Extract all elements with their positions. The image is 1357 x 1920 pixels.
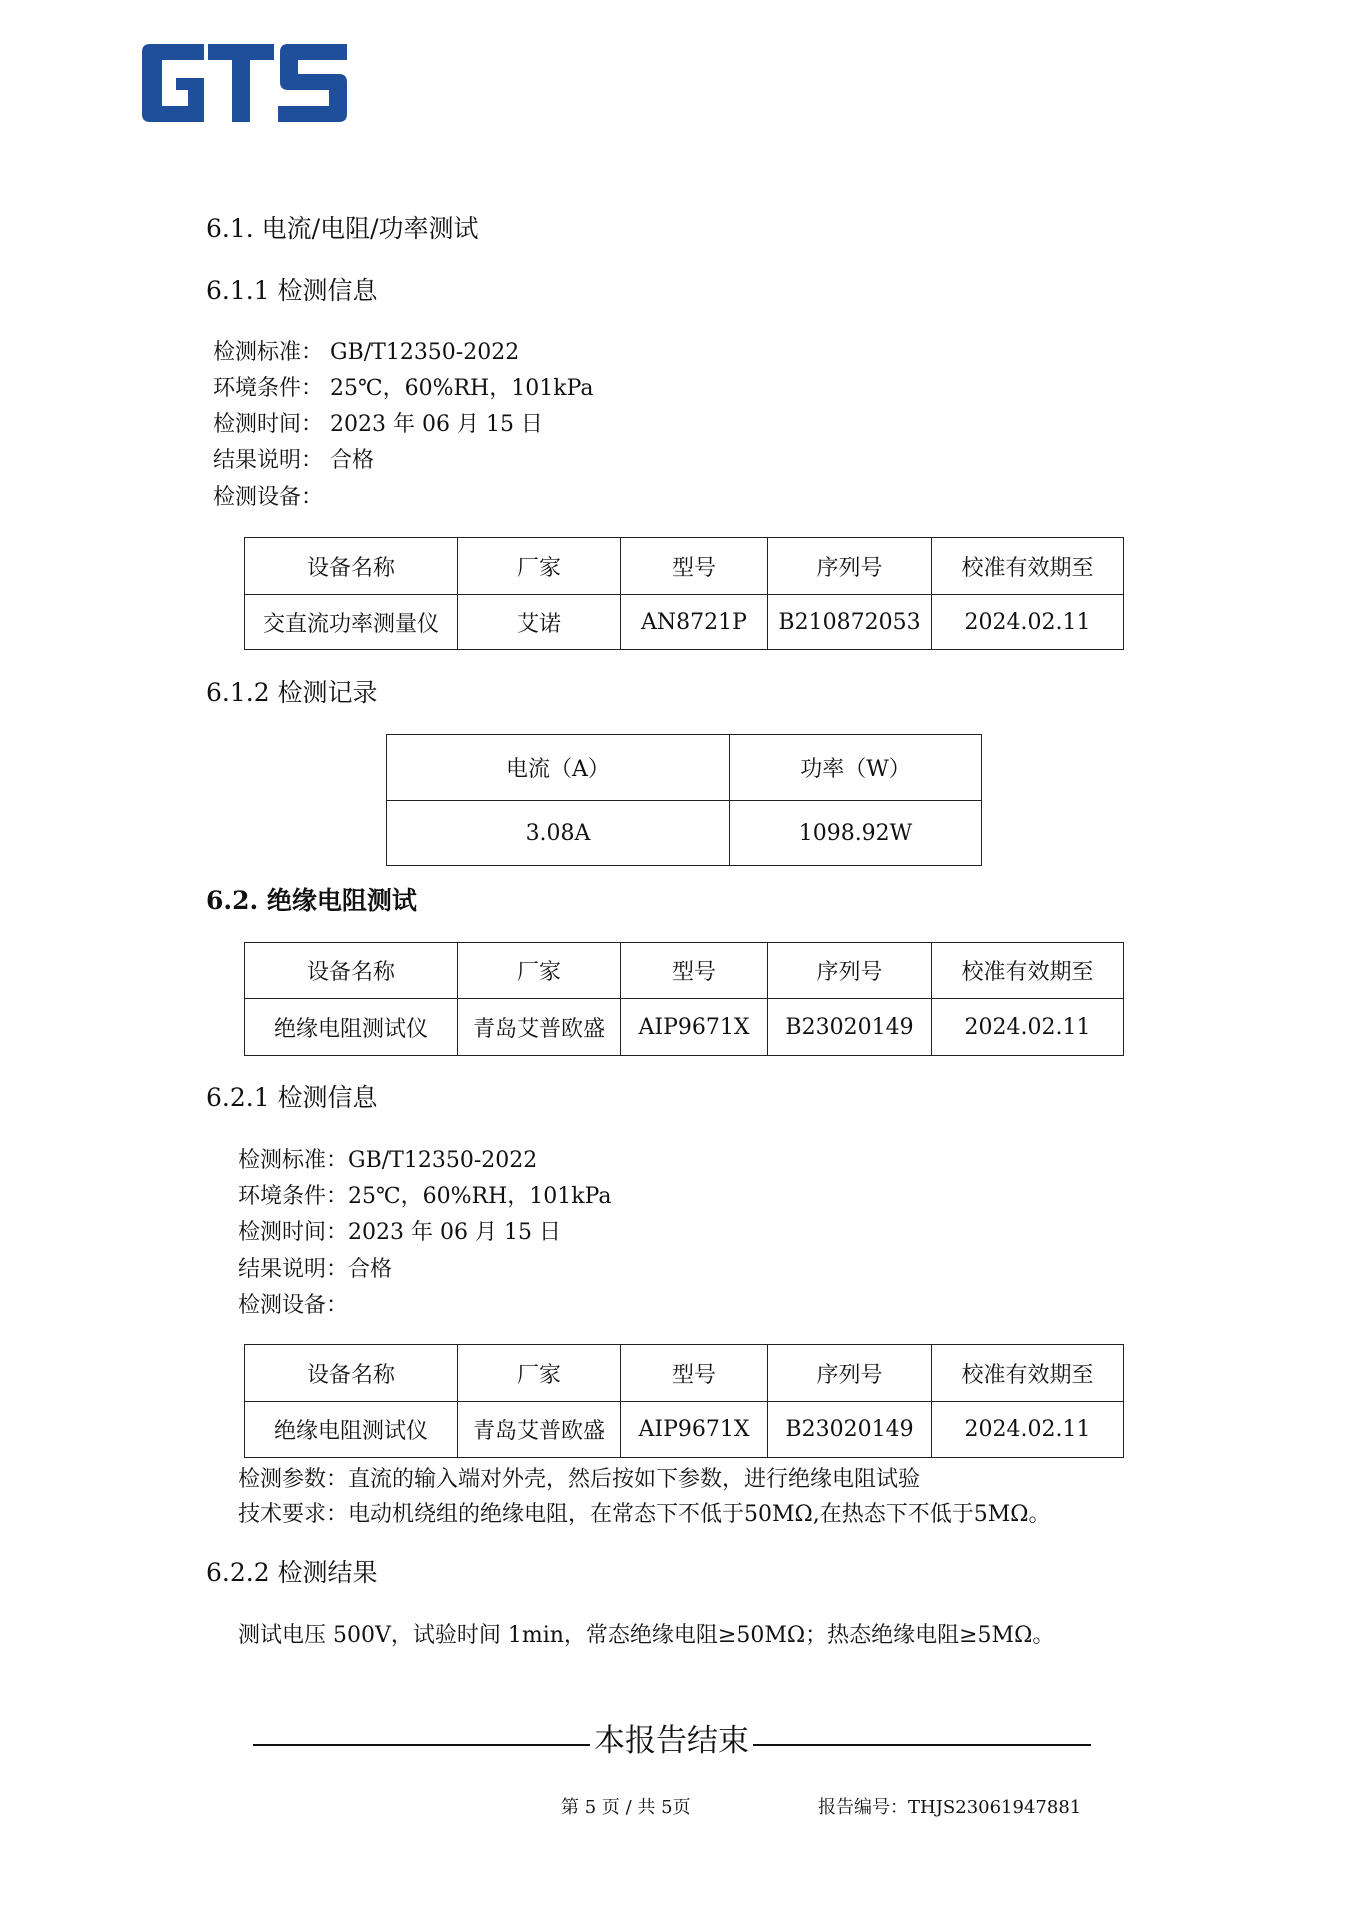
report-end: 本报告结束 — [590, 1726, 753, 1757]
cell: 艾诺 — [458, 595, 621, 650]
info-line: 检测时间：2023 年 06 月 15 日 — [238, 1220, 561, 1245]
section-6-2-1-title: 6.2.1 检测信息 — [206, 1083, 378, 1112]
report-number: 报告编号：THJS23061947881 — [818, 1797, 1082, 1818]
info-line: 结果说明： 合格 — [213, 448, 374, 473]
gts-logo — [142, 44, 347, 122]
cell: 青岛艾普欧盛 — [458, 1402, 621, 1458]
header-cell: 设备名称 — [245, 943, 458, 999]
header-cell: 型号 — [621, 538, 768, 595]
header-cell: 设备名称 — [245, 1345, 458, 1402]
cell: 青岛艾普欧盛 — [458, 999, 621, 1056]
test-result: 测试电压 500V，试验时间 1min，常态绝缘电阻≥50MΩ；热态绝缘电阻≥5MΩ。 — [238, 1623, 1055, 1648]
header-cell: 功率（W） — [730, 735, 982, 801]
section-6-1-2-title: 6.1.2 检测记录 — [206, 678, 378, 707]
equipment-table — [244, 537, 1124, 650]
section-6-2-title: 6.2. 绝缘电阻测试 — [206, 886, 417, 915]
header-cell: 电流（A） — [387, 735, 730, 801]
cell: AIP9671X — [621, 1402, 768, 1458]
header-cell: 厂家 — [458, 538, 621, 595]
cell: AIP9671X — [621, 999, 768, 1056]
header-cell: 厂家 — [458, 943, 621, 999]
equipment-table — [244, 942, 1124, 1056]
cell: B23020149 — [768, 999, 932, 1056]
info-line: 检测标准： GB/T12350-2022 — [213, 340, 520, 365]
technical-requirement: 技术要求：电动机绕组的绝缘电阻，在常态下不低于50MΩ,在热态下不低于5MΩ。 — [238, 1502, 1051, 1527]
header-cell: 厂家 — [458, 1345, 621, 1402]
cell: 交直流功率测量仪 — [245, 595, 458, 650]
cell: 绝缘电阻测试仪 — [245, 1402, 458, 1458]
info-line: 检测标准：GB/T12350-2022 — [238, 1148, 538, 1173]
info-line: 检测设备： — [238, 1293, 349, 1318]
cell: 1098.92W — [730, 801, 982, 866]
section-6-1-title: 6.1. 电流/电阻/功率测试 — [206, 214, 479, 243]
page-number: 第 5 页 / 共 5页 — [561, 1797, 691, 1818]
record-table — [386, 734, 982, 866]
test-parameters: 检测参数：直流的输入端对外壳，然后按如下参数，进行绝缘电阻试验 — [238, 1467, 921, 1492]
cell: B23020149 — [768, 1402, 932, 1458]
cell: 3.08A — [387, 801, 730, 866]
cell: B210872053 — [768, 595, 932, 650]
info-line: 结果说明：合格 — [238, 1257, 393, 1282]
cell: 2024.02.11 — [932, 1402, 1124, 1458]
header-cell: 型号 — [621, 943, 768, 999]
cell: 2024.02.11 — [932, 595, 1124, 650]
cell: AN8721P — [621, 595, 768, 650]
info-line: 环境条件： 25℃，60%RH，101kPa — [213, 376, 594, 401]
header-cell: 序列号 — [768, 943, 932, 999]
section-6-1-1-title: 6.1.1 检测信息 — [206, 276, 378, 305]
header-cell: 型号 — [621, 1345, 768, 1402]
header-cell: 序列号 — [768, 538, 932, 595]
header-cell: 校准有效期至 — [932, 943, 1124, 999]
section-6-2-2-title: 6.2.2 检测结果 — [206, 1558, 378, 1587]
header-cell: 校准有效期至 — [932, 1345, 1124, 1402]
equipment-table — [244, 1344, 1124, 1458]
info-line: 检测设备： — [213, 485, 324, 510]
header-cell: 校准有效期至 — [932, 538, 1124, 595]
info-line: 环境条件：25℃，60%RH，101kPa — [238, 1184, 612, 1209]
cell: 2024.02.11 — [932, 999, 1124, 1056]
header-cell: 序列号 — [768, 1345, 932, 1402]
header-cell: 设备名称 — [245, 538, 458, 595]
cell: 绝缘电阻测试仪 — [245, 999, 458, 1056]
info-line: 检测时间： 2023 年 06 月 15 日 — [213, 412, 543, 437]
